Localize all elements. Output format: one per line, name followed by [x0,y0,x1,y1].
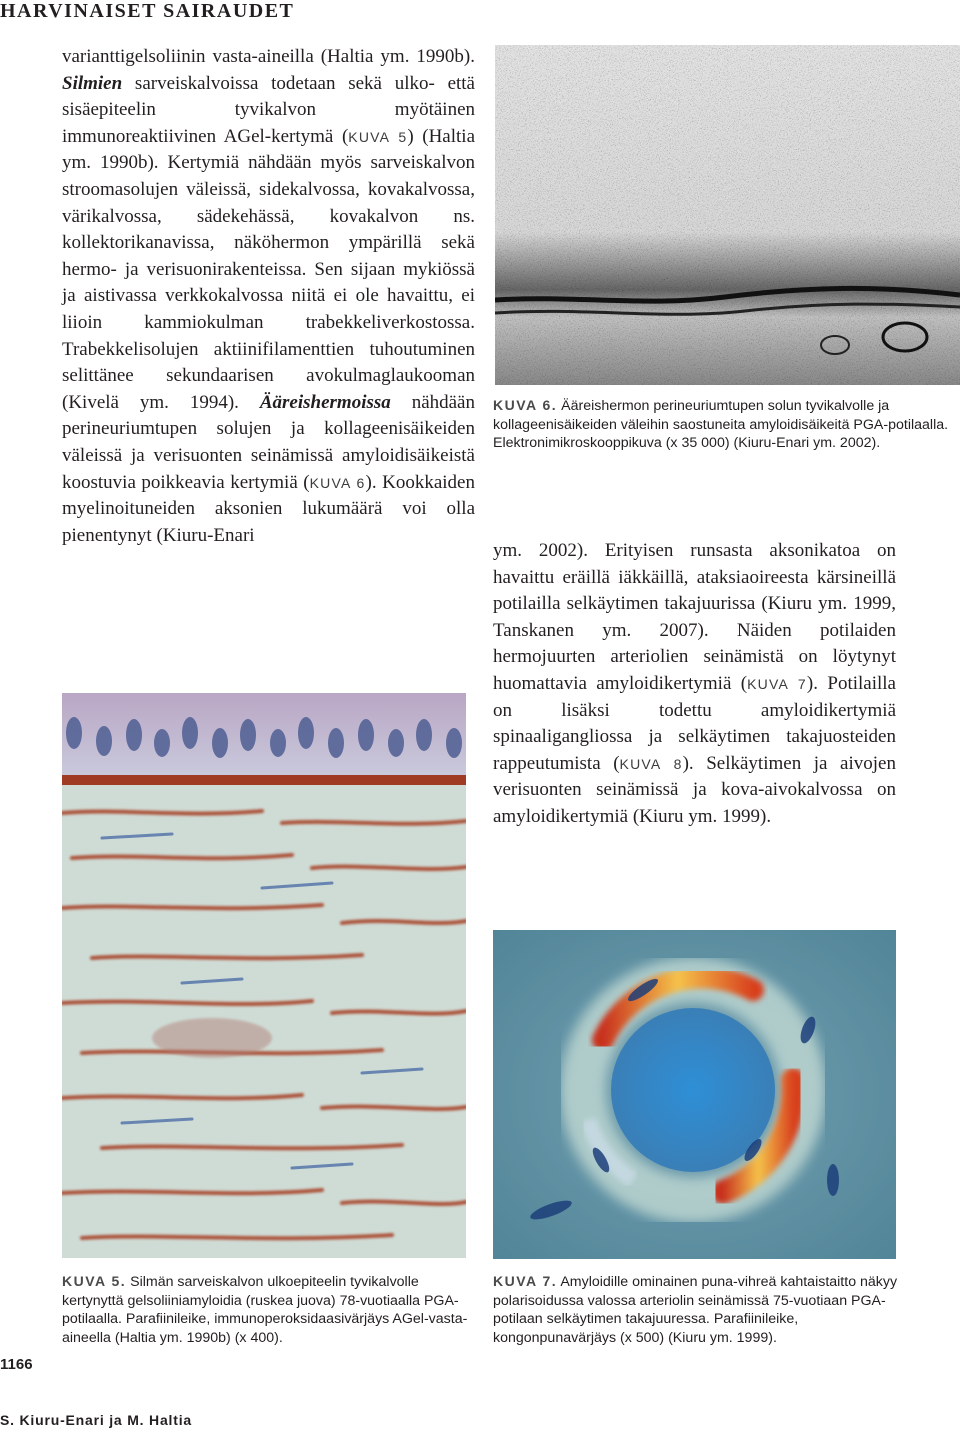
left-paragraph [62,44,475,549]
right-text-column [493,538,896,831]
electron-micrograph-image [495,45,960,385]
text-segment: ). Kookkaiden myelinoituneiden aksonien lukumäärä voi olla pienentynyt (Kiuru-Enari [62,471,475,546]
caption-text: Amyloidille ominainen puna-vihreä kahtaistaitto näkyy polarisoidussa valossa arteriolin seinämissä 75-vuotiaan PGA-potilaan selkäytimen takajuuressa. Parafiinileike, kongonpunavärjäys (x 500) (Kiuru ym. 1999). [493,1274,898,1346]
author-footer: S. Kiuru-Enari ja M. Haltia [0,1412,192,1428]
caption-label: KUVA 7. [493,1273,558,1289]
section-header: HARVINAISET SAIRAUDET [0,0,295,22]
page-number: 1166 [0,1356,33,1373]
caption-text: Silmän sarveiskalvon ulkoepiteelin tyvikalvolle kertynyttä gelsoliiniamyloidia (ruskea juova) 78-vuotiaalla PGA-potilaalla. Parafiinileike, immunoperoksidaasivärjäys AGel-vasta-aineella (Haltia ym. 1990b) (x 400). [62,1274,468,1346]
polarized-arteriole-image [493,930,896,1259]
caption-kuva5 [62,1272,472,1347]
cornea-histology-image [62,693,466,1258]
caption-label: KUVA 5. [62,1273,127,1289]
text-segment: sarveiskalvoissa todetaan sekä ulko- että sisäepiteelin tyvikalvon myötäinen immunoreaktiivinen AGel-kertymä ( [62,72,475,147]
figure-ref-kuva6: KUVA 6 [309,474,366,491]
text-segment: ym. 2002). Erityisen runsasta aksonikatoa on havaittu eräillä iäkkäillä, ataksiaoireesta kärsineillä potilailla selkäytimen takajuurissa (Kiuru ym. 1999, Tanskanen ym. 2007). Näiden potilaiden hermojuurten arteriolien seinämistä on löytynyt huomattavia amyloidikertymiä ( [493,540,896,694]
lead-word-aareishermoissa: Ääreishermoissa [259,391,391,413]
figure-ref-kuva7: KUVA 7 [747,675,807,692]
caption-kuva6 [493,396,953,453]
text-segment: varianttigelsoliinin vasta-aineilla (Haltia ym. 1990b). [62,46,475,67]
caption-text: Ääreishermon perineuriumtupen solun tyvikalvolle ja kollageenisäikeiden väleihin saostuneita amyloidisäikeitä PGA-potilaalla. Elektronimikroskooppikuva (x 35 000) (Kiuru-Enari ym. 2002). [493,398,949,452]
text-segment: ). Potilailla on lisäksi todettu amyloidikertymiä spinaaligangliossa ja selkäytimen takajuosteiden rappeutumista ( [493,672,896,774]
right-paragraph [493,538,896,831]
text-segment: nähdään perineuriumtupen solujen ja kollageenisäikeiden väleissä ja verisuonten seinämissä amyloidisäikeistä koostuvia poikkeavia kertymiä ( [62,391,475,493]
figure-kuva5-micrograph [62,693,466,1258]
text-segment: ) (Haltia ym. 1990b). Kertymiä nähdään myös sarveiskalvon stroomasolujen väleissä, sidekalvossa, kovakalvossa, värikalvossa, sädekehässä, kovakalvon ns. kollektorikanavissa, näköhermon ympärillä sekä hermo- ja verisuonirakenteissa. Sen sijaan mykiössä ja aistivassa verkkokalvossa niitä ei ole havaittu, ei liioin kammiokulman trabekkeliverkostossa. Trabekkelisolujen aktiinifilamenttien tuhoutuminen selittänee sekundaarisen avokulmaglaukooman (Kivelä ym. 1994). [62,125,475,413]
text-segment: ). Selkäytimen ja aivojen verisuonten seinämissä ja kova-aivokalvossa on amyloidikertymiä (Kiuru ym. 1999). [493,752,896,827]
lead-word-silmien: Silmien [62,72,123,94]
figure-kuva7-micrograph [493,930,896,1259]
figure-kuva6-micrograph [495,45,960,385]
figure-ref-kuva8: KUVA 8 [619,755,683,772]
caption-kuva7 [493,1272,903,1347]
figure-ref-kuva5: KUVA 5 [348,128,408,145]
caption-label: KUVA 6. [493,397,558,413]
left-text-column [62,44,475,549]
